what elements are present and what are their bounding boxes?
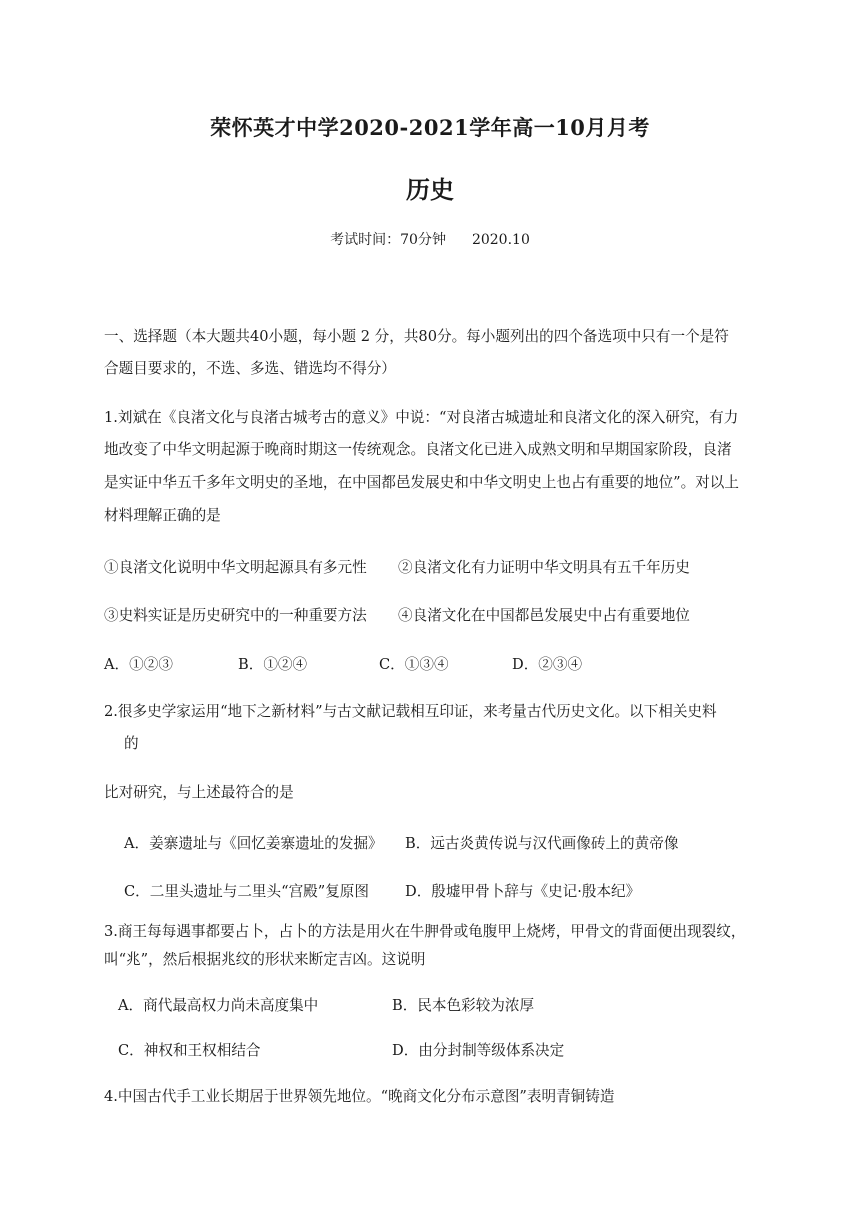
question-1-option-b: B．①②④ (238, 656, 308, 673)
subject-heading: 历史 (406, 175, 454, 204)
question-1-stem-line: 地改变了中华文明起源于晚商时期这一传统观念。良渚文化已进入成熟文明和早期国家阶段，良渚 (104, 441, 732, 458)
question-3-stem-line: 3.商王每每遇事都要占卜，占卜的方法是用火在牛胛骨或龟腹甲上烧烤，甲骨文的背面便出现裂纹， (104, 923, 746, 940)
question-1-statement-3: ③史料实证是历史研究中的一种重要方法 (104, 607, 367, 624)
question-1-option-d: D．②③④ (512, 656, 583, 673)
question-1-statement-2: ②良渚文化有力证明中华文明具有五千年历史 (398, 559, 690, 576)
question-2-option-c: C．二里头遗址与二里头“宫殿”复原图 (124, 883, 369, 900)
exam-title: 荣怀英才中学2020-2021学年高一10月月考 (210, 115, 650, 140)
question-1-stem-line: 1.刘斌在《良渚文化与良渚古城考古的意义》中说：“对良渚古城遗址和良渚文化的深入研究，有力 (104, 409, 739, 426)
section-instructions-line: 合题目要求的，不选、多选、错选均不得分） (104, 360, 396, 377)
section-instructions-line: 一、选择题（本大题共40小题，每小题 2 分，共80分。每小题列出的四个备选项中只有一个是符 (104, 328, 729, 345)
question-2-option-d: D．殷墟甲骨卜辞与《史记·殷本纪》 (405, 883, 641, 900)
question-3-stem-line: 叫“兆”，然后根据兆纹的形状来断定吉凶。这说明 (104, 951, 426, 968)
question-2-option-b: B．远古炎黄传说与汉代画像砖上的黄帝像 (405, 835, 679, 852)
question-1-stem-line: 是实证中华五千多年文明史的圣地，在中国都邑发展史和中华文明史上也占有重要的地位”。对以上 (104, 474, 739, 491)
exam-time: 考试时间：70分钟 (330, 232, 446, 248)
question-1-statement-1: ①良渚文化说明中华文明起源具有多元性 (104, 559, 367, 576)
question-2-option-a: A．姜寨遗址与《回忆姜寨遗址的发掘》 (124, 835, 383, 852)
question-1-statement-4: ④良渚文化在中国都邑发展史中占有重要地位 (398, 607, 690, 624)
question-2-stem-line: 的 (124, 735, 139, 752)
question-3-option-b: B．民本色彩较为浓厚 (392, 997, 535, 1014)
question-3-option-a: A．商代最高权力尚未高度集中 (118, 997, 319, 1014)
question-4-stem-line: 4.中国古代手工业长期居于世界领先地位。“晚商文化分布示意图”表明青铜铸造 (104, 1088, 615, 1105)
exam-meta (0, 229, 860, 249)
question-3-option-c: C．神权和王权相结合 (118, 1042, 261, 1059)
question-2-stem-line: 比对研究，与上述最符合的是 (104, 784, 294, 801)
question-2-stem-line: 2.很多史学家运用“地下之新材料”与古文献记载相互印证，来考量古代历史文化。以下相关史料 (104, 703, 717, 720)
question-1-option-c: C．①③④ (379, 656, 449, 673)
exam-date: 2020.10 (471, 232, 530, 248)
question-3-option-d: D．由分封制等级体系决定 (392, 1042, 565, 1059)
question-1-stem-line: 材料理解正确的是 (104, 507, 221, 524)
question-1-option-a: A．①②③ (104, 656, 173, 673)
